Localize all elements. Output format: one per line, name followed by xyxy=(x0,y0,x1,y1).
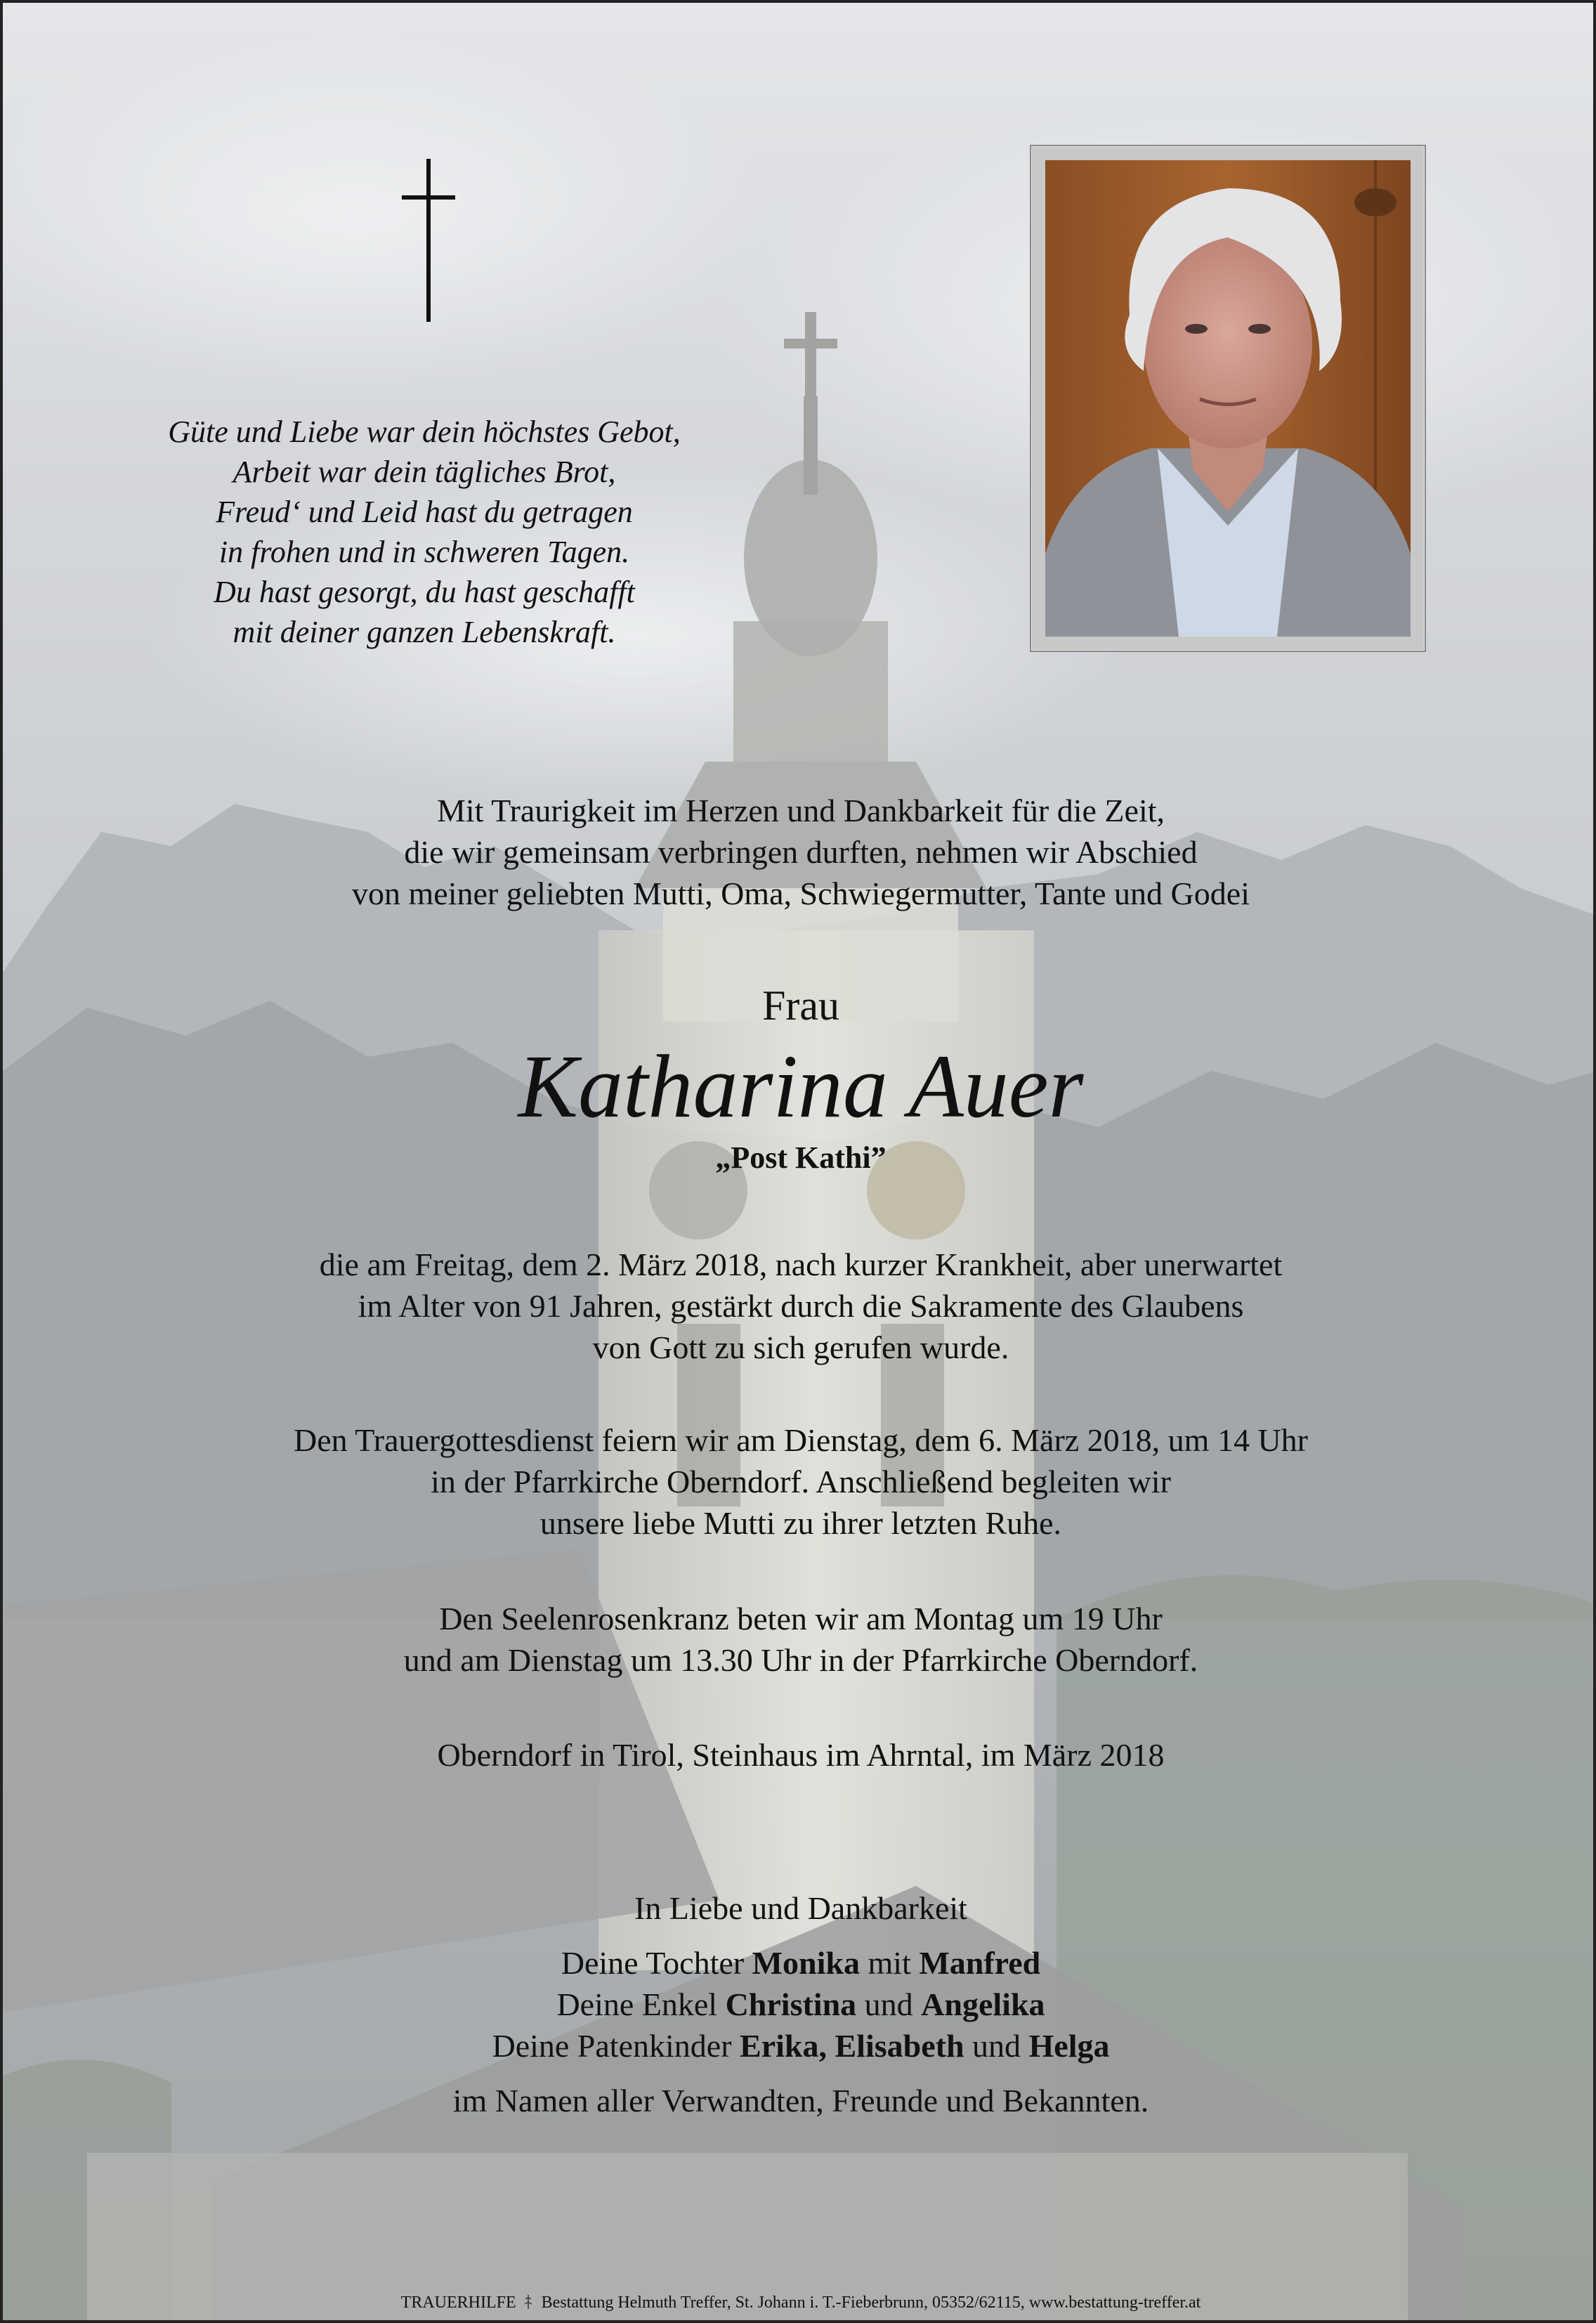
funeral-logo-icon xyxy=(523,2294,533,2310)
poem-line: Du hast gesorgt, du hast geschafft xyxy=(214,575,635,609)
portrait-frame xyxy=(1030,145,1426,652)
funeral-line: Den Trauergottesdienst feiern wir am Dienstag, dem 6. März 2018, um 14 Uhr xyxy=(293,1422,1309,1458)
mourner-name: Christina xyxy=(725,1986,857,2022)
rosary-info xyxy=(3,1598,1596,1681)
mourner-name: Angelika xyxy=(921,1986,1045,2022)
footer xyxy=(3,2292,1596,2313)
intro-line: Mit Traurigkeit im Herzen und Dankbarkeit für die Zeit, xyxy=(436,793,1165,828)
mourner-joiner: und xyxy=(864,1986,913,2022)
intro-text xyxy=(3,790,1596,914)
funeral-info xyxy=(3,1419,1596,1544)
mourner-label: Deine Patenkinder xyxy=(492,2028,732,2064)
eye-right xyxy=(1248,324,1271,334)
nickname: „Post Kathi” xyxy=(715,1140,887,1175)
mourner-joiner: und xyxy=(972,2028,1021,2064)
place-date: Oberndorf in Tirol, Steinhaus im Ahrntal, im März 2018 xyxy=(437,1737,1165,1773)
mourner-name: Helga xyxy=(1028,2028,1110,2064)
portrait-photo xyxy=(1045,160,1411,637)
mourner-joiner: mit xyxy=(868,1945,911,1981)
mourner-name: Erika, Elisabeth xyxy=(740,2028,964,2064)
cross-icon xyxy=(402,159,455,322)
rosary-line: Den Seelenrosenkranz beten wir am Montag um 19 Uhr xyxy=(439,1601,1163,1636)
mourner-name: Manfred xyxy=(919,1945,1041,1981)
mourner-label: Deine Tochter xyxy=(561,1945,745,1981)
mourner-name: Monika xyxy=(752,1945,860,1981)
closing-phrase: In Liebe und Dankbarkeit xyxy=(634,1890,967,1926)
funeral-line: in der Pfarrkirche Oberndorf. Anschließend begleiten wir xyxy=(431,1464,1171,1499)
wood-knot xyxy=(1354,188,1396,216)
death-notice xyxy=(3,1244,1596,1368)
intro-line: von meiner geliebten Mutti, Oma, Schwiegermutter, Tante und Godei xyxy=(352,876,1250,911)
death-notice-line: die am Freitag, dem 2. März 2018, nach kurzer Krankheit, aber unerwartet xyxy=(319,1247,1283,1282)
relatives-line: im Namen aller Verwandten, Freunde und Bekannten. xyxy=(452,2083,1149,2119)
cross-horizontal xyxy=(402,195,455,200)
poem-line: Freud‘ und Leid hast du getragen xyxy=(216,495,633,529)
deceased-name: Katharina Auer xyxy=(518,1036,1084,1136)
poem-line: Güte und Liebe war dein höchstes Gebot, xyxy=(168,415,681,449)
poem xyxy=(73,412,776,652)
funeral-line: unsere liebe Mutti zu ihrer letzten Ruhe. xyxy=(539,1505,1062,1541)
death-notice-line: von Gott zu sich gerufen wurde. xyxy=(592,1329,1009,1365)
eye-left xyxy=(1185,324,1208,334)
poem-line: Arbeit war dein tägliches Brot, xyxy=(233,455,616,489)
mourner-daughter xyxy=(3,1942,1596,1984)
rosary-line: und am Dienstag um 13.30 Uhr in der Pfarrkirche Oberndorf. xyxy=(403,1642,1198,1678)
cross-vertical xyxy=(426,159,431,322)
mourner-godchildren xyxy=(3,2025,1596,2067)
death-notice-line: im Alter von 91 Jahren, gestärkt durch die Sakramente des Glaubens xyxy=(358,1288,1244,1324)
intro-line: die wir gemeinsam verbringen durften, nehmen wir Abschied xyxy=(404,834,1198,870)
poem-line: mit deiner ganzen Lebenskraft. xyxy=(233,615,616,649)
mourner-grandchildren xyxy=(3,1984,1596,2025)
mourner-label: Deine Enkel xyxy=(556,1986,718,2022)
salutation: Frau xyxy=(762,982,839,1029)
footer-text: Bestattung Helmuth Treffer, St. Johann i. T.-Fieberbrunn, 05352/62115, www.bestattung-treffer.at xyxy=(541,2293,1201,2312)
footer-brand: TRAUERHILFE xyxy=(400,2293,516,2312)
poem-line: in frohen und in schweren Tagen. xyxy=(218,535,630,569)
mourners xyxy=(3,1942,1596,2067)
